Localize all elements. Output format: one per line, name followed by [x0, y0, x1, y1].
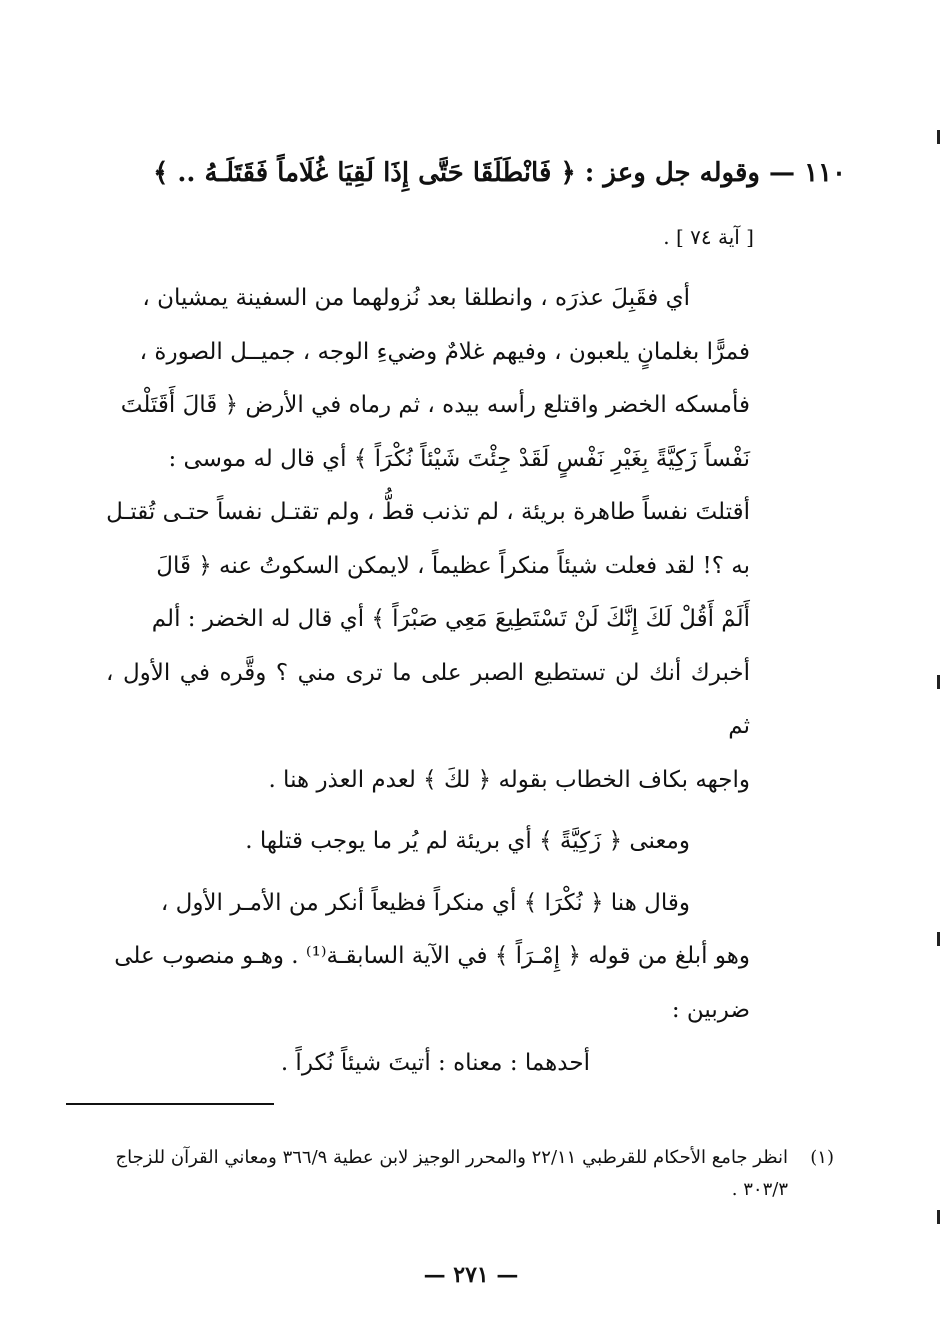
verse-reference: [ آية ٧٤ ] . [663, 225, 754, 249]
text-line: أقتلتَ نفساً طاهرة بريئة ، لم تذنب قطُّ ، ولم تقتـل نفساً حتـى تُقتـل [106, 499, 750, 525]
footnote-separator [66, 1103, 274, 1105]
text-line: فأمسكه الخضر واقتلع رأسه بيده ، ثم رماه في الأرض ﴿ قَالَ أَقَتَلْتَ [120, 392, 750, 418]
text-line: واجهه بكاف الخطاب بقوله ﴿ لكَ ﴾ لعدم العذر هنا . [268, 766, 750, 793]
margin-mark [937, 675, 940, 689]
margin-mark [937, 1210, 940, 1224]
heading-intro: وقوله جل وعز : [584, 158, 760, 188]
paragraph-4: أحدهما : معناه : أتيتَ شيئاً نُكراً . [280, 1050, 590, 1076]
text-line: أي فقَبِلَ عذرَه ، وانطلقا بعد نُزولهما من السفينة يمشيان ، [142, 285, 690, 311]
page-number: — ٢٧١ — [423, 1262, 519, 1288]
text-line: به ؟! لقد فعلت شيئاً منكراً عظيماً ، لايمكن السكوتُ عنه ﴿ قَالَ [156, 552, 750, 579]
margin-mark [937, 932, 940, 946]
quran-verse: ﴿ فَانْطَلَقَا حَتَّى إِذَا لَقِيَا غُلَاماً فَقَتَلَـهُ .. ﴾ [153, 158, 576, 188]
paragraph-3 [106, 877, 750, 1038]
text-line: وهو أبلغ من قوله ﴿ إِمْـرَاً ﴾ في الآية السابقـة⁽¹⁾ . وهـو منصوب على [114, 943, 750, 969]
footnote-text-line: ٣٠٣/٣ . [731, 1179, 788, 1200]
text-line: فمرًّا بغلمانٍ يلعبون ، وفيهم غلامٌ وضيءِ الوجه ، جميــل الصورة ، [139, 338, 750, 365]
footnote-marker: (١) [810, 1147, 834, 1168]
paragraph-2: ومعنى ﴿ زَكِيَّةً ﴾ أي بريئة لم يُر ما يوجب قتلها . [245, 828, 690, 854]
text-line: أخبرك أنك لن تستطيع الصبر على ما ترى مني ؟ وقَّره في الأول ، ثم [106, 659, 750, 739]
commentary-body [106, 272, 750, 1091]
verse-heading [60, 158, 846, 188]
footnote [94, 1142, 834, 1206]
text-line: نَفْساً زَكِيَّةً بِغَيْرِ نَفْسٍ لَقَدْ جِئْتَ شَيْئاً نُكْرَاً ﴾ أي قال له موسى : [168, 445, 750, 472]
paragraph-1 [106, 272, 750, 807]
text-line: ضربين : [671, 996, 750, 1023]
entry-number: ١١٠ — [769, 158, 846, 188]
footnote-text-line: انظر جامع الأحكام للقرطبي ٢٢/١١ والمحرر الوجيز لابن عطية ٣٦٦/٩ ومعاني القرآن للزجاج [115, 1147, 788, 1168]
text-line: وقال هنا ﴿ نُكْرَا ﴾ أي منكراً فظيعاً أنكر من الأمـر الأول ، [160, 889, 690, 916]
text-line: أَلَمْ أَقُلْ لَكَ إِنَّكَ لَنْ تَسْتَطِيعَ مَعِي صَبْرَاً ﴾ أي قال له الخضر : ألم [151, 606, 750, 632]
margin-mark [937, 130, 940, 144]
